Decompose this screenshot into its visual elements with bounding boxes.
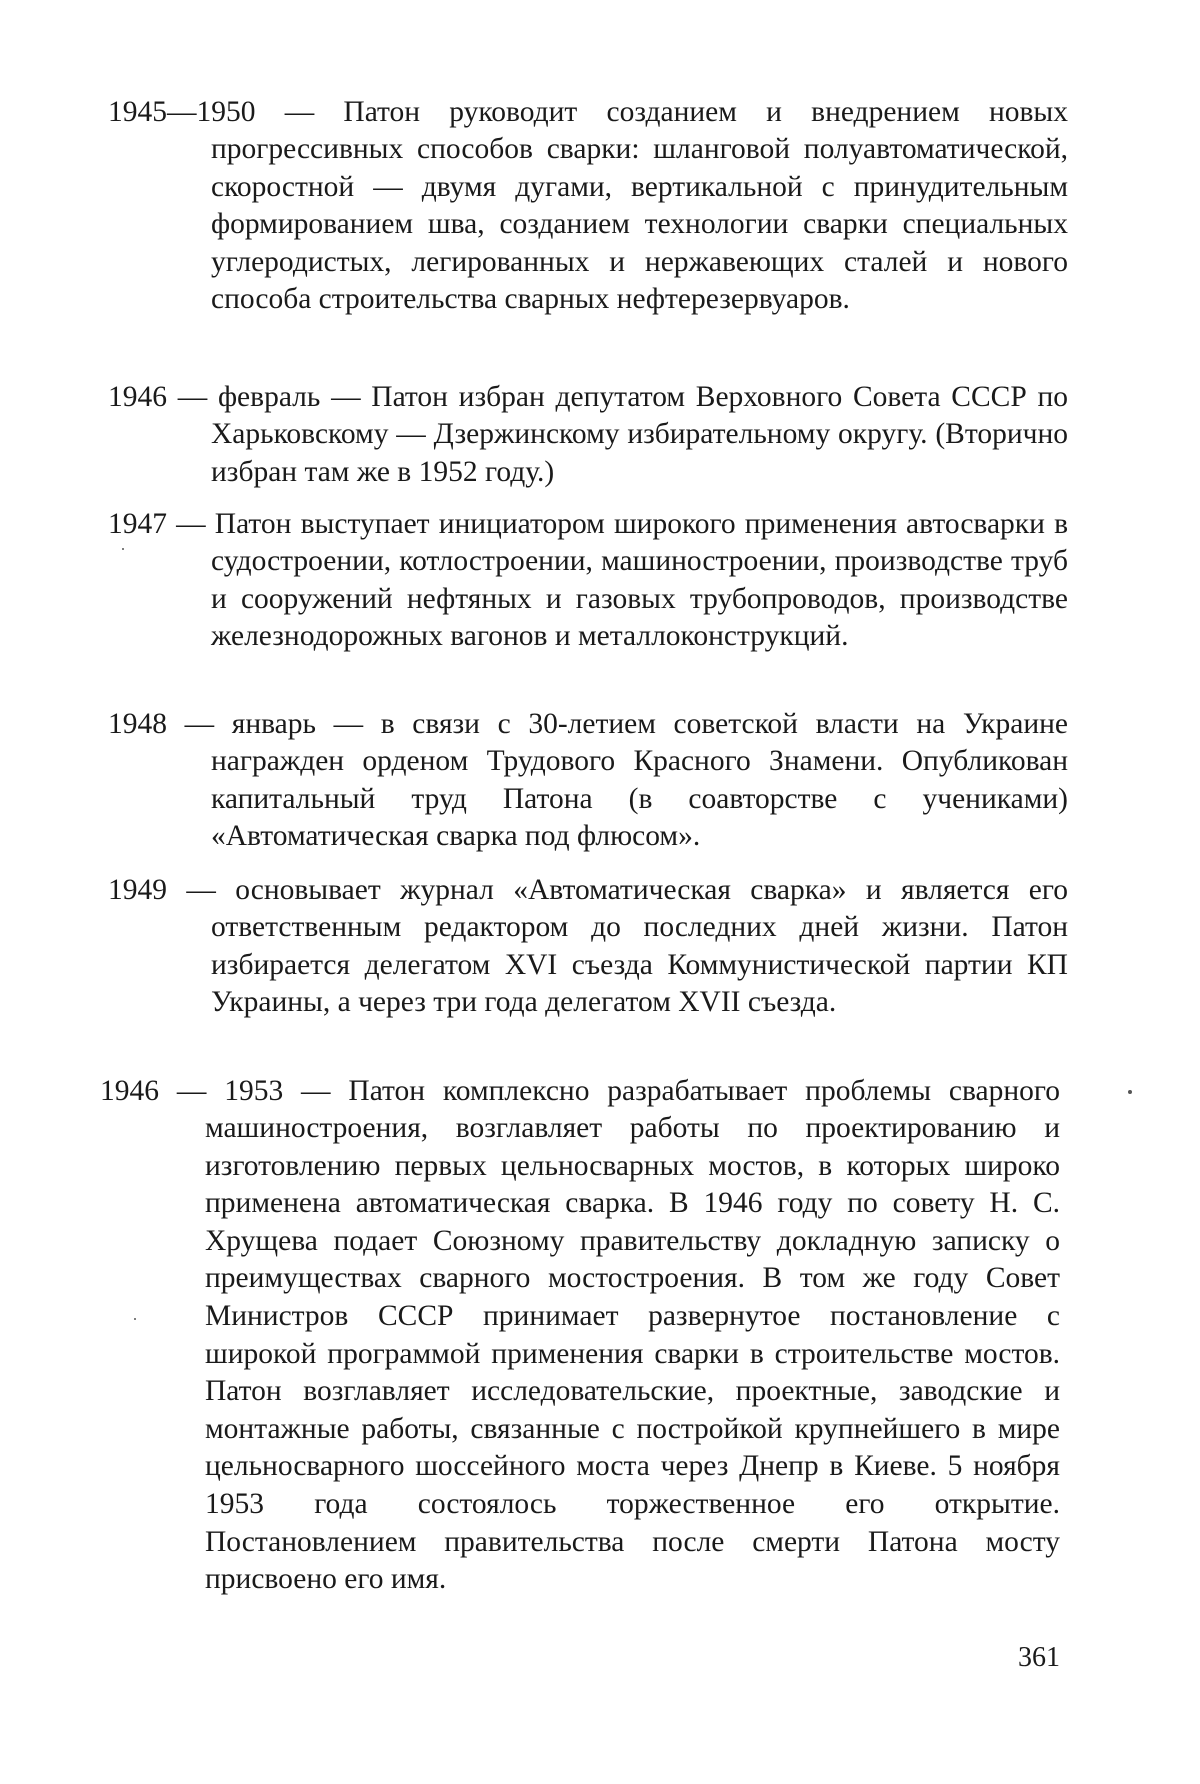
entry-text: февраль — Патон избран депутатом Верховного Совета СССР по Харьковскому — Дзержинскому избирательному округу. (Вторично избран там же в 1952 году.) [211,381,1068,488]
entry-date: 1947 — [108,508,215,540]
entry-text: Патон комплексно разрабатывает проблемы сварного машиностроения, возглавляет работы по проектированию и изготовлению первых цельносварных мостов, в которых широко применена автоматическая сварка. В 1946 году по совету Н. С. Хрущева подает Союзному правительству докладную записку о преимуществах сварного мостостроения. В том же году Совет Министров СССР принимает развернутое постановление с широкой программой применения сварки в строительстве мостов. Патон возглавляет исследовательские, проектные, заводские и монтажные работы, связанные с постройкой крупнейшего в мире цельносварного шоссейного моста через Днепр в Киеве. 5 ноября 1953 года состоялось торжественное его открытие. Постановлением правительства после смерти Патона мосту присвоено его имя. [205,1075,1060,1596]
page-number: 361 [1018,1641,1060,1675]
scan-speck [1128,1090,1132,1094]
entry-date: 1946 — 1953 — [100,1075,348,1107]
entry-date: 1949 — [108,874,235,906]
chronology-entry-1947 [108,506,1068,656]
entry-date: 1948 — [108,708,232,740]
book-page [0,0,1200,1784]
chronology-entry-1949 [108,872,1068,1022]
entry-text: январь — в связи с 30-летием советской власти на Украине награжден орденом Трудового Красного Знамени. Опубликован капитальный труд Патона (в соавторстве с учениками) «Автоматическая сварка под флюсом». [211,708,1068,853]
chronology-entry-1946-1953 [100,1073,1060,1599]
entry-date: 1946 — [108,381,218,413]
chronology-entry-1948 [108,706,1068,856]
entry-text: Патон выступает инициатором широкого применения автосварки в судостроении, котлостроении, машиностроении, производстве труб и сооружений нефтяных и газовых трубопроводов, производстве железнодорожных вагонов и металлоконструкций. [211,508,1068,653]
scan-speck [134,1318,136,1320]
chronology-entry-1945-1950 [108,94,1068,320]
scan-speck [122,548,124,550]
entry-text: Патон руководит созданием и внедрением новых прогрессивных способов сварки: шланговой полуавтоматической, скоростной — двумя дугами, вертикальной с принудительным формированием шва, созданием технологии сварки специальных углеродистых, легированных и нержавеющих сталей и нового способа строительства сварных нефтерезервуаров. [211,96,1068,316]
entry-text: основывает журнал «Автоматическая сварка» и является его ответственным редактором до последних дней жизни. Патон избирается делегатом XVI съезда Коммунистической партии КП Украины, а через три года делегатом XVII съезда. [211,874,1068,1019]
chronology-entry-1946 [108,379,1068,492]
entry-date: 1945—1950 — [108,96,343,128]
